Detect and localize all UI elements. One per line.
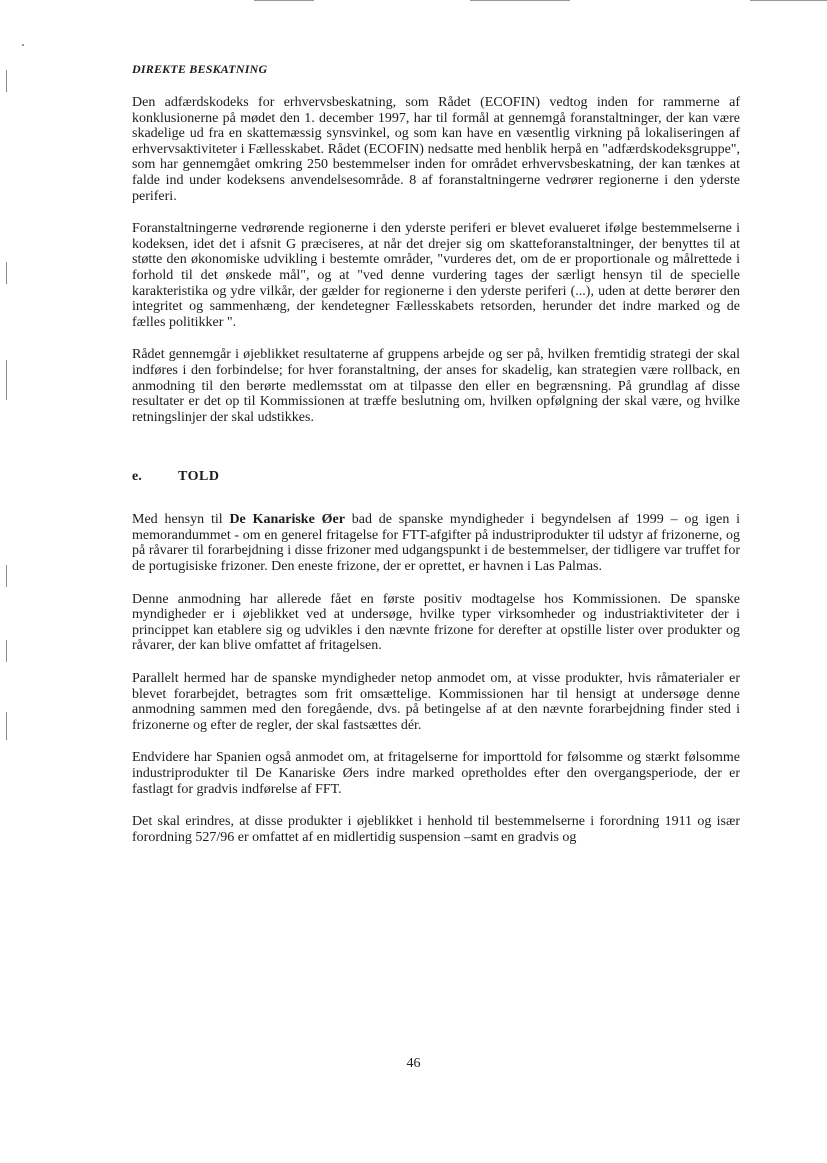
page-number: 46 <box>406 1056 421 1071</box>
paragraph-canary-islands <box>132 512 740 574</box>
scan-margin-mark <box>6 360 7 400</box>
paragraph-commission-reception: Denne anmodning har allerede fået en første positiv modtagelse hos Kommissionen. De spanske myndigheder er i øjeblikket ved at undersøge, hvilke typer virksomheder og industriaktiviteter der i princippet kan etablere sig og udvikles i den nævnte frizone for derefter at opstille lister over produkter og råvarer, der kan blive omfattet af fritagelsen. <box>132 591 740 654</box>
paragraph-spain-exemptions: Endvidere har Spanien også anmodet om, at fritagelserne for importtold for følsomme og stærkt følsomme industriprodukter til De Kanariske Øers indre marked opretholdes efter den overgangsperiode, der er fastlagt for gradvis indførelse af FFT. <box>132 750 740 797</box>
scan-margin-mark <box>6 70 7 92</box>
paragraph-text-start: Med hensyn til <box>132 512 230 528</box>
scan-top-edge-line <box>750 0 827 1</box>
scan-margin-mark <box>6 565 7 587</box>
section-heading-direct-taxation: DIREKTE BESKATNING <box>132 62 268 76</box>
scan-margin-mark <box>6 262 7 284</box>
bold-canary-islands: De Kanariske Øer <box>229 512 345 528</box>
scan-margin-mark <box>6 640 7 662</box>
paragraph-regulation-reminder: Det skal erindres, at disse produkter i øjeblikket i henhold til bestemmelserne i forordning 1911 og især forordning 527/96 er omfattet af en midlertidig suspension –samt en gradvis og <box>132 814 740 845</box>
section-letter: e. <box>132 469 142 485</box>
paragraph-code-of-conduct: Den adfærdskodeks for erhvervsbeskatning, som Rådet (ECOFIN) vedtog inden for rammerne af konklusionerne på mødet den 1. december 1997, har til formål at gennemgå foranstaltninger, der kan være skadelige ud fra en skattemæssig synsvinkel, og som kan have en væsentlig virkning på lokaliseringen af erhvervsaktiviteter i Fællesskabet. Rådet (ECOFIN) nedsatte med henblik herpå en "adfærdskodeksgruppe", som har gennemgået omkring 250 bestemmelser inden for området erhvervsbeskatning, der kan tænkes at falde ind under kodeksens anvendelsesområde. 8 af foranstaltningerne vedrører regionerne i den yderste periferi. <box>132 95 740 204</box>
scan-margin-mark <box>6 712 7 740</box>
paragraph-council-review: Rådet gennemgår i øjeblikket resultaterne af gruppens arbejde og ser på, hvilken fremtidig strategi der skal indføres i den forbindelse; for hver foranstaltning, der anses for skadelig, kan strategien være rollback, en anmodning til den berørte medlemsstat om at tilpasse den eller en begrænsning. På grundlag af disse resultater er det op til Kommissionen at træffe beslutning om, hvilken opfølgning der skal være, og hvilke retningslinjer der skal udstikkes. <box>132 347 740 425</box>
paragraph-evaluation: Foranstaltningerne vedrørende regionerne i den yderste periferi er blevet evalueret ifølge bestemmelserne i kodeksen, idet det i afsnit G præciseres, at når det drejer sig om skatteforanstaltninger, der benyttes til at støtte den økonomiske udvikling i bestemte områder, "vurderes det, om de er proportionale og målrettede i forhold til det ønskede mål", og at "ved denne vurdering tages der særligt hensyn til de specielle karakteristika og ydre vilkår, der gælder for regionerne i den yderste periferi (...), uden at dette berører den integritet og sammenhæng, der kendetegner Fællesskabets retsorden, herunder det indre marked og de fælles politikker ". <box>132 221 740 330</box>
scan-dot <box>22 44 24 46</box>
paragraph-parallel-request: Parallelt hermed har de spanske myndigheder netop anmodet om, at visse produkter, hvis råmaterialer er blevet forarbejdet, betragtes som frit omsættelige. Kommissionen har til hensigt at undersøge denne anmodning sammen med den foregående, dvs. på betingelse af at den nævnte forarbejdning finder sted i frizonerne og efter de regler, der skal fastsættes dér. <box>132 671 740 733</box>
paragraph-text-rest: bad de spanske myndigheder i begyndelsen af 1999 – og igen i memorandummet - om en generel fritagelse for FTT-afgifter på industriprodukter til udstyr af frizonerne, og på råvarer til forarbejdning i disse frizoner med udgangspunkt i de bestemmelser, der tidligere var truffet for de portugisiske frizoner. Den eneste frizone, der er oprettet, er havnen i Las Palmas. <box>132 512 741 575</box>
scan-top-edge-line <box>254 0 314 1</box>
page-content <box>132 62 740 862</box>
section-title: TOLD <box>178 469 220 485</box>
scan-top-edge-line <box>470 0 570 1</box>
section-heading-customs <box>132 469 740 485</box>
